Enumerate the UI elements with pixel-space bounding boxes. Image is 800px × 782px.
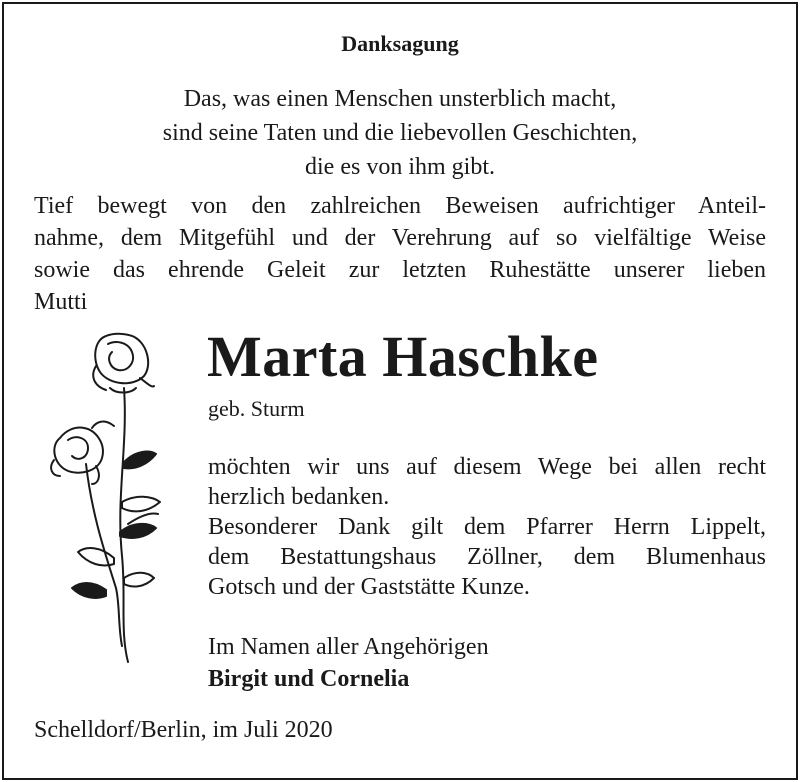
thanks-line: Besonderer Dank gilt dem Pfarrer Herrn Lippelt, <box>208 514 766 540</box>
place-date: Schelldorf/Berlin, im Juli 2020 <box>34 717 333 743</box>
intro-line: sowie das ehrende Geleit zur letzten Ruhestätte unserer lieben <box>34 257 766 283</box>
signature-names: Birgit und Cornelia <box>208 666 410 692</box>
thanks-line: herzlich bedanken. <box>208 484 390 510</box>
signature-line: Im Namen aller Angehörigen <box>208 634 489 660</box>
maiden-name: geb. Sturm <box>208 396 305 421</box>
intro-line: Tief bewegt von den zahlreichen Beweisen aufrichtiger Anteil- <box>34 193 766 219</box>
deceased-name: Marta Haschke <box>207 324 599 389</box>
quote-line: sind seine Taten und die liebevollen Geschichten, <box>162 120 638 146</box>
memorial-quote <box>0 82 800 184</box>
quote-line: die es von ihm gibt. <box>305 154 495 180</box>
intro-paragraph <box>34 190 766 318</box>
intro-line: Mutti <box>34 289 88 315</box>
quote-line: Das, was einen Menschen unsterblich macht, <box>183 86 617 112</box>
thanks-line: möchten wir uns auf diesem Wege bei allen recht <box>208 454 766 480</box>
thanks-line: dem Bestattungshaus Zöllner, dem Blumenhaus <box>208 544 766 570</box>
thanks-paragraph <box>208 452 766 602</box>
intro-line: nahme, dem Mitgefühl und der Verehrung auf so vielfältige Weise <box>34 225 766 251</box>
signature-block <box>208 631 489 695</box>
thanks-line: Gotsch und der Gaststätte Kunze. <box>208 574 530 600</box>
rose-illustration-icon <box>36 326 166 666</box>
notice-heading: Danksagung <box>341 31 459 56</box>
